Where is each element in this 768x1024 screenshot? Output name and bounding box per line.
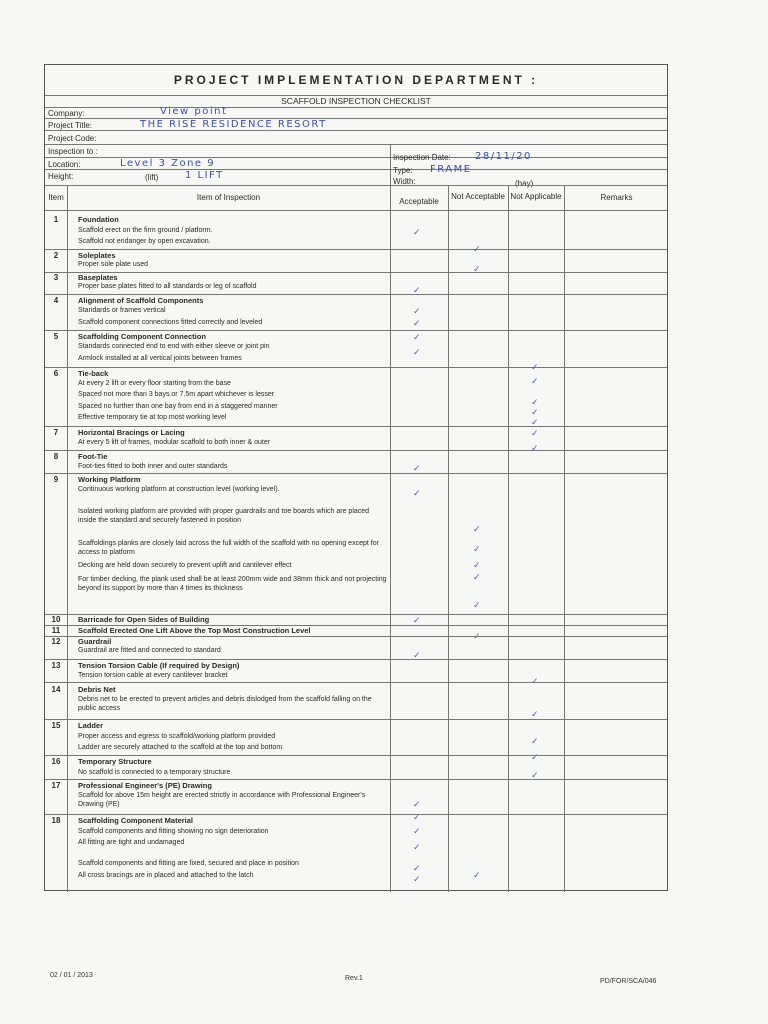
row-divider bbox=[45, 450, 667, 451]
item-number: 7 bbox=[53, 428, 59, 437]
type-value: FRAME bbox=[430, 164, 472, 175]
tick-mark: ✓ bbox=[413, 464, 421, 474]
inspection-line: No scaffold is connected to a temporary structure bbox=[78, 769, 231, 776]
item-title: Ladder bbox=[78, 721, 104, 730]
inspection-line: Guardrail are fitted and connected to standard bbox=[78, 647, 221, 654]
item-title: Foundation bbox=[78, 215, 119, 224]
inspection-line: Tension torsion cable at every cantilever bracket bbox=[78, 672, 228, 679]
row-divider bbox=[45, 719, 667, 720]
row-divider bbox=[45, 659, 667, 660]
tick-mark: ✓ bbox=[473, 601, 481, 611]
item-number: 2 bbox=[53, 251, 59, 260]
item-number: 8 bbox=[53, 452, 59, 461]
inspection-line: Decking are held down securely to prevent uplift and cantilever effect bbox=[78, 562, 292, 569]
column-divider bbox=[390, 185, 391, 892]
row-divider bbox=[45, 682, 667, 683]
row-divider bbox=[45, 755, 667, 756]
row-divider bbox=[45, 426, 667, 427]
width-label: Width: bbox=[393, 177, 416, 186]
inspection-line: Standards or frames vertical bbox=[78, 307, 166, 314]
inspection-label: Inspection to : bbox=[48, 147, 98, 156]
item-number: 14 bbox=[51, 685, 61, 694]
company-label: Company: bbox=[48, 109, 85, 118]
tick-mark: ✓ bbox=[531, 710, 539, 720]
item-number: 17 bbox=[51, 781, 61, 790]
row-divider bbox=[45, 294, 667, 295]
project-title-value: THE RISE RESIDENCE RESORT bbox=[140, 119, 327, 130]
item-title: Working Platform bbox=[78, 475, 141, 484]
tick-mark: ✓ bbox=[413, 319, 421, 329]
inspection-line: For timber decking, the plank used shall be at least 200mm wide and 38mm thick and not projecting beyond its support by more than 4 times its thickness bbox=[78, 576, 387, 592]
column-divider bbox=[448, 185, 449, 892]
col-acceptable: Acceptable bbox=[399, 197, 439, 206]
inspection-line: At every 5 lift of frames, modular scaffold to both inner & outer bbox=[78, 439, 271, 446]
row-divider bbox=[45, 779, 667, 780]
tick-mark: ✓ bbox=[413, 333, 421, 343]
row-divider bbox=[45, 249, 667, 250]
col-inspection: Item of Inspection bbox=[196, 193, 261, 202]
project-code-label: Project Code: bbox=[48, 134, 97, 143]
item-number: 1 bbox=[53, 215, 59, 224]
row-divider bbox=[45, 272, 667, 273]
tick-mark: ✓ bbox=[413, 864, 421, 874]
col-remarks: Remarks bbox=[600, 193, 633, 202]
inspection-line: All fitting are tight and undamaged bbox=[78, 839, 185, 846]
col-not-acceptable: Not Acceptable bbox=[451, 192, 505, 201]
item-title: Scaffold Erected One Lift Above the Top Most Construction Level bbox=[78, 626, 311, 635]
inspection-line: Scaffoldings planks are closely laid across the full width of the scaffold with no opening except for access to platform bbox=[78, 540, 379, 556]
item-title: Baseplates bbox=[78, 273, 118, 282]
inspection-line: Spaced not more than 3 bays or 7.5m apart whichever is lesser bbox=[78, 391, 275, 398]
inspection-line: Proper access and egress to scaffold/working platform provided bbox=[78, 733, 276, 740]
col-not-applicable: Not Applicable bbox=[510, 192, 562, 201]
tick-mark: ✓ bbox=[413, 827, 421, 837]
tick-mark: ✓ bbox=[473, 545, 481, 555]
inspection-line: Scaffold not endanger by open excavation. bbox=[78, 238, 211, 245]
location-label: Location: bbox=[48, 160, 81, 169]
tick-mark: ✓ bbox=[531, 429, 539, 439]
checklist-form bbox=[44, 64, 668, 891]
inspection-line: Continuous working platform at construction level (working level). bbox=[78, 486, 280, 493]
tick-mark: ✓ bbox=[413, 875, 421, 885]
tick-mark: ✓ bbox=[473, 632, 481, 642]
inspection-line: Debris net to be erected to prevent articles and debris dislodged from the scaffold falling on the public access bbox=[78, 696, 372, 712]
item-title: Temporary Structure bbox=[78, 757, 152, 766]
item-title: Tension Torsion Cable (If required by Design) bbox=[78, 661, 240, 670]
checklist-title: SCAFFOLD INSPECTION CHECKLIST bbox=[281, 96, 431, 106]
item-title: Horizontal Bracings or Lacing bbox=[78, 428, 185, 437]
tick-mark: ✓ bbox=[473, 525, 481, 535]
item-title: Scaffolding Component Material bbox=[78, 816, 194, 825]
tick-mark: ✓ bbox=[531, 377, 539, 387]
item-number: 16 bbox=[51, 757, 61, 766]
inspection-line: Scaffold components and fitting are fixed, secured and place in position bbox=[78, 860, 299, 867]
footer-revision: Rev.1 bbox=[345, 975, 363, 982]
inspection-line: Standards connected end to end with either sleeve or joint pin bbox=[78, 343, 270, 350]
location-value: Level 3 Zone 9 bbox=[120, 158, 216, 169]
item-title: Tie-back bbox=[78, 369, 109, 378]
project-title-label: Project Title: bbox=[48, 121, 93, 130]
item-title: Professional Engineer's (PE) Drawing bbox=[78, 781, 212, 790]
tick-mark: ✓ bbox=[531, 753, 539, 763]
inspection-line: Proper sole plate used bbox=[78, 261, 149, 268]
header-divider bbox=[45, 210, 667, 211]
inspection-line: Isolated working platform are provided with proper guardrails and toe boards which are placed inside the standard and securely fastened in position bbox=[78, 508, 370, 524]
inspection-line: Scaffold component connections fitted correctly and leveled bbox=[78, 319, 263, 326]
item-number: 12 bbox=[51, 637, 61, 646]
row-divider bbox=[45, 330, 667, 331]
item-number: 10 bbox=[51, 615, 61, 624]
inspection-line: Effective temporary tie at top most working level bbox=[78, 414, 227, 421]
height-unit: (lift) bbox=[145, 173, 159, 182]
height-label: Height: bbox=[48, 172, 74, 181]
tick-mark: ✓ bbox=[473, 265, 481, 275]
item-number: 15 bbox=[51, 721, 61, 730]
item-title: Scaffolding Component Connection bbox=[78, 332, 206, 341]
column-divider bbox=[564, 185, 565, 892]
item-title: Debris Net bbox=[78, 685, 116, 694]
height-value: 1 LIFT bbox=[185, 170, 224, 181]
row-divider bbox=[45, 473, 667, 474]
tick-mark: ✓ bbox=[413, 307, 421, 317]
tick-mark: ✓ bbox=[413, 616, 421, 626]
column-divider bbox=[508, 185, 509, 892]
tick-mark: ✓ bbox=[531, 398, 539, 408]
footer-date: 02 / 01 / 2013 bbox=[50, 972, 93, 979]
tick-mark: ✓ bbox=[531, 677, 539, 687]
inspection-line: At every 2 lift or every floor starting from the base bbox=[78, 380, 231, 387]
tick-mark: ✓ bbox=[473, 561, 481, 571]
item-title: Foot-Tie bbox=[78, 452, 108, 461]
tick-mark: ✓ bbox=[473, 573, 481, 583]
column-divider bbox=[67, 185, 68, 892]
inspection-line: Proper base plates fitted to all standards or leg of scaffold bbox=[78, 283, 257, 290]
row-divider bbox=[45, 367, 667, 368]
item-number: 5 bbox=[53, 332, 59, 341]
inspection-line: Ladder are securely attached to the scaffold at the top and bottom bbox=[78, 744, 283, 751]
item-number: 13 bbox=[51, 661, 61, 670]
item-number: 18 bbox=[51, 816, 61, 825]
tick-mark: ✓ bbox=[473, 871, 481, 881]
tick-mark: ✓ bbox=[531, 771, 539, 781]
item-number: 4 bbox=[53, 296, 59, 305]
tick-mark: ✓ bbox=[413, 286, 421, 296]
tick-mark: ✓ bbox=[473, 245, 481, 255]
inspection-line: Scaffold erect on the firm ground / platform. bbox=[78, 227, 213, 234]
tick-mark: ✓ bbox=[413, 228, 421, 238]
tick-mark: ✓ bbox=[413, 813, 421, 823]
type-label: Type: bbox=[393, 166, 413, 175]
col-item: Item bbox=[48, 193, 64, 202]
tick-mark: ✓ bbox=[531, 444, 539, 454]
department-title: PROJECT IMPLEMENTATION DEPARTMENT : bbox=[173, 73, 539, 87]
tick-mark: ✓ bbox=[413, 489, 421, 499]
inspection-line: All cross bracings are in placed and attached to the latch bbox=[78, 872, 254, 879]
inspection-line: Scaffold for above 15m height are erected strictly in accordance with Professional Engineer's Drawing (PE) bbox=[78, 792, 366, 808]
tick-mark: ✓ bbox=[531, 737, 539, 747]
width-unit: (bay) bbox=[515, 179, 534, 188]
inspection-line: Foot-ties fitted to both inner and outer standards bbox=[78, 463, 228, 470]
company-value: View point bbox=[160, 106, 228, 117]
item-number: 9 bbox=[53, 475, 59, 484]
item-number: 11 bbox=[51, 626, 61, 635]
tick-mark: ✓ bbox=[413, 800, 421, 810]
tick-mark: ✓ bbox=[531, 408, 539, 418]
tick-mark: ✓ bbox=[413, 843, 421, 853]
tick-mark: ✓ bbox=[531, 363, 539, 373]
item-number: 6 bbox=[53, 369, 59, 378]
inspection-date-label: Inspection Date: bbox=[393, 153, 451, 162]
tick-mark: ✓ bbox=[531, 418, 539, 428]
row-divider bbox=[45, 814, 667, 815]
item-title: Alignment of Scaffold Components bbox=[78, 296, 204, 305]
inspection-date-value: 28/11/20 bbox=[475, 151, 532, 162]
item-title: Guardrail bbox=[78, 637, 112, 646]
item-number: 3 bbox=[53, 273, 59, 282]
item-title: Soleplates bbox=[78, 251, 116, 260]
item-title: Barricade for Open Sides of Building bbox=[78, 615, 210, 624]
inspection-line: Scaffold components and fitting showing no sign deterioration bbox=[78, 828, 269, 835]
footer-document-code: PD/FOR/SCA/046 bbox=[600, 978, 657, 985]
tick-mark: ✓ bbox=[413, 348, 421, 358]
inspection-line: Spaced no further than one bay from end in a staggered manner bbox=[78, 403, 278, 410]
inspection-line: Armlock installed at all vertical joints between frames bbox=[78, 355, 242, 362]
row-divider bbox=[45, 636, 667, 637]
tick-mark: ✓ bbox=[413, 651, 421, 661]
